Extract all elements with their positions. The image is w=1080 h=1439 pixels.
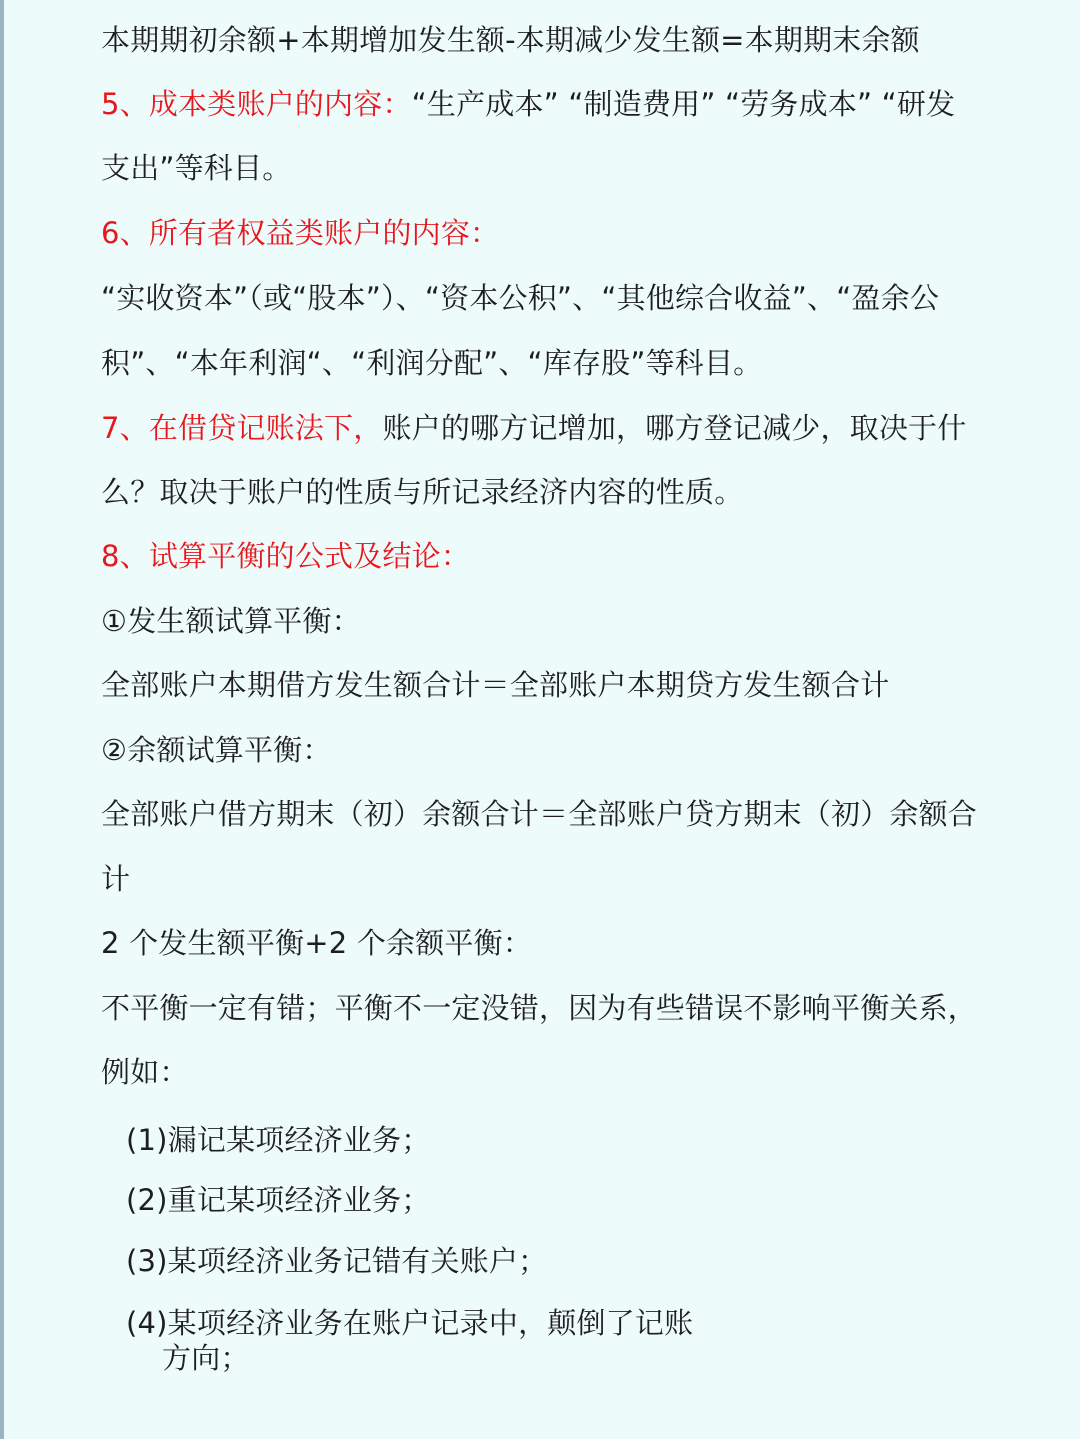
item7-text: 账户的哪方记增加，哪方登记减少，取决于什 [382, 411, 967, 445]
item5-line2: 支出”等科目。 [101, 151, 292, 185]
item7-line2: 么？取决于账户的性质与所记录经济内容的性质。 [101, 475, 744, 509]
item8-sub2-formula-line1: 全部账户借方期末（初）余额合计＝全部账户贷方期末（初）余额合 [101, 797, 978, 831]
item8-sub1-formula: 全部账户本期借方发生额合计＝全部账户本期贷方发生额合计 [101, 668, 890, 702]
item8-sub1-title: ①发生额试算平衡： [101, 604, 361, 638]
item5-heading: 5、成本类账户的内容： [101, 87, 412, 121]
item7-line1 [101, 408, 966, 448]
example-item-4-cont: 方向； [162, 1341, 250, 1375]
item6-heading: 6、所有者权益类账户的内容： [101, 216, 500, 250]
item8-sub2-formula-line2: 计 [101, 862, 131, 896]
item7-heading: 7、在借贷记账法下， [101, 411, 383, 445]
example-item-4: (4)某项经济业务在账户记录中，颠倒了记账 [126, 1306, 694, 1340]
example-item-3: (3)某项经济业务记错有关账户； [126, 1244, 548, 1278]
item6-line2: 积”、“本年利润“、“利润分配”、“库存股”等科目。 [101, 346, 763, 380]
item8-summary: 2 个发生额平衡+2 个余额平衡： [101, 926, 533, 960]
item8-conclusion-line2: 例如： [101, 1055, 189, 1089]
item6-line1: “实收资本”（或“股本”）、“资本公积”、“其他综合收益”、“盈余公 [101, 281, 940, 315]
item5-text: “生产成本” “制造费用” “劳务成本” “研发 [411, 87, 956, 121]
example-item-2: (2)重记某项经济业务； [126, 1183, 431, 1217]
item8-conclusion-line1: 不平衡一定有错；平衡不一定没错，因为有些错误不影响平衡关系， [101, 991, 978, 1025]
item5-line1 [101, 84, 955, 124]
item8-sub2-title: ②余额试算平衡： [101, 733, 332, 767]
item8-heading: 8、试算平衡的公式及结论： [101, 539, 471, 573]
balance-formula: 本期期初余额+本期增加发生额-本期减少发生额=本期期末余额 [101, 23, 920, 57]
example-item-1: (1)漏记某项经济业务； [126, 1123, 431, 1157]
